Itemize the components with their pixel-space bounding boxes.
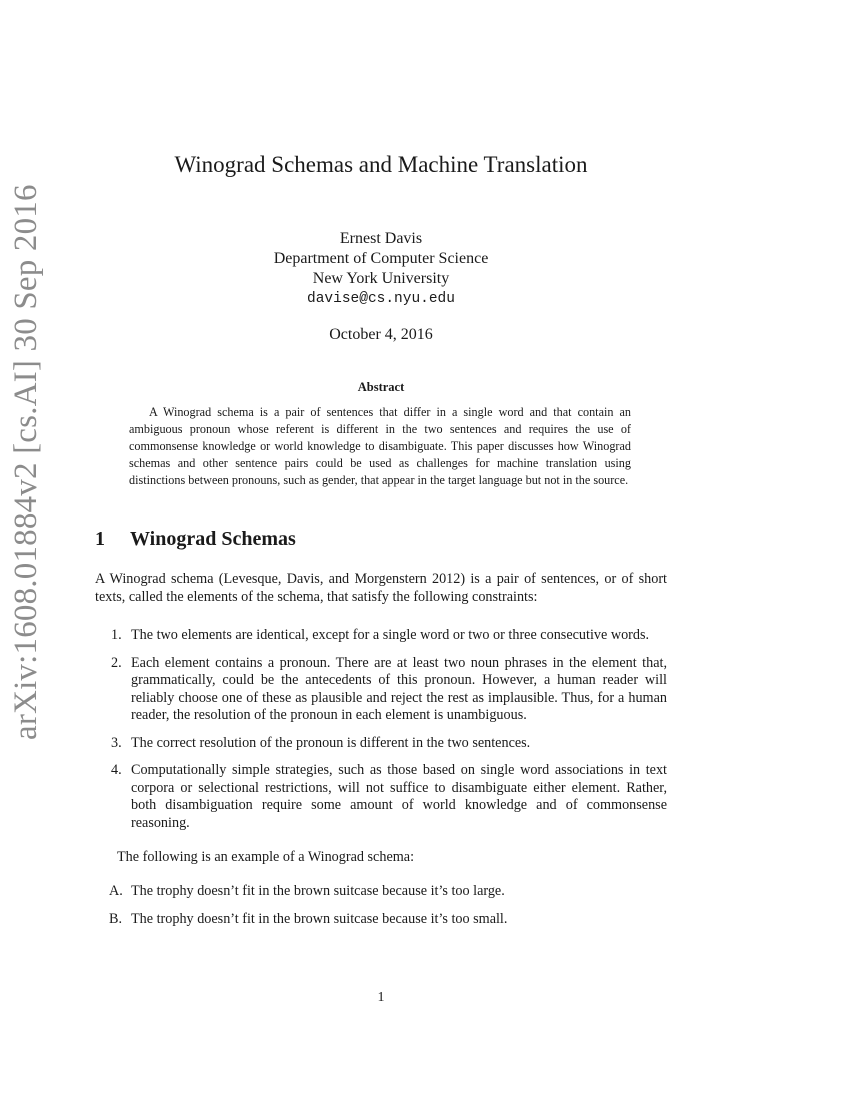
author-name: Ernest Davis	[339, 230, 423, 247]
list-item-text: Each element contains a pronoun. There are at least two noun phrases in the element that, grammatically, could be the antecedents of this pronoun. However, a human reader will reliably choose one of these as plausible and reject the rest as implausible. Thus, for a human reader, the resolution of the pronoun in each element is unambiguous.	[131, 654, 667, 723]
examples-list	[95, 883, 667, 938]
author-department: Department of Computer Science	[273, 250, 489, 267]
page-number: 1	[377, 990, 385, 1005]
list-item-text: The correct resolution of the pronoun is different in the two sentences.	[131, 734, 531, 751]
list-item-text: The trophy doesn’t fit in the brown suitcase because it’s too large.	[131, 883, 505, 899]
list-item-text: Computationally simple strategies, such as those based on single word associations in text corpora or selectional restrictions, will not suffice to disambiguate either element. Rather, both disambiguation require some amount of world knowledge and of commonsense reasoning.	[131, 762, 667, 831]
list-item-marker: A.	[109, 883, 123, 899]
list-item	[95, 627, 667, 645]
section-number: 1	[95, 528, 105, 550]
paper-date: October 4, 2016	[329, 326, 433, 343]
list-item-text: The trophy doesn’t fit in the brown suitcase because it’s too small.	[131, 910, 508, 927]
list-item-text: The two elements are identical, except for a single word or two or three consecutive words.	[131, 627, 650, 643]
list-item	[95, 762, 667, 832]
abstract-text: A Winograd schema is a pair of sentences that differ in a single word and that contain an ambiguous pronoun whose referent is different in the two sentences and requires the use of commonsense knowledge or world knowledge to disambiguate. This paper discusses how Winograd schemas and other sentence pairs could be used as challenges for machine translation using distinctions between pronouns, such as gender, that appear in the target language but not in the source.	[129, 405, 631, 487]
section-heading	[95, 528, 296, 551]
list-item	[95, 883, 667, 901]
list-item-marker: 2.	[111, 654, 122, 671]
list-item	[95, 735, 667, 753]
constraints-list	[95, 627, 667, 842]
arxiv-identifier-stamp: arXiv:1608.01884v2 [cs.AI] 30 Sep 2016	[8, 184, 44, 740]
list-item-marker: 3.	[111, 734, 122, 751]
author-university: New York University	[312, 270, 450, 287]
author-email: davise@cs.nyu.edu	[307, 291, 455, 307]
list-item-marker: 1.	[111, 627, 122, 643]
paper-title: Winograd Schemas and Machine Translation	[174, 152, 588, 177]
list-item	[95, 911, 667, 929]
example-intro: The following is an example of a Winograd schema:	[117, 849, 415, 865]
section-title: Winograd Schemas	[130, 528, 296, 550]
list-item-marker: 4.	[111, 762, 122, 778]
list-item-marker: B.	[109, 910, 123, 927]
abstract-heading: Abstract	[357, 380, 405, 394]
list-item	[95, 655, 667, 725]
author-block	[0, 229, 762, 309]
intro-paragraph: A Winograd schema (Levesque, Davis, and Morgenstern 2012) is a pair of sentences, or of short texts, called the elements of the schema, that satisfy the following constraints:	[95, 571, 667, 605]
